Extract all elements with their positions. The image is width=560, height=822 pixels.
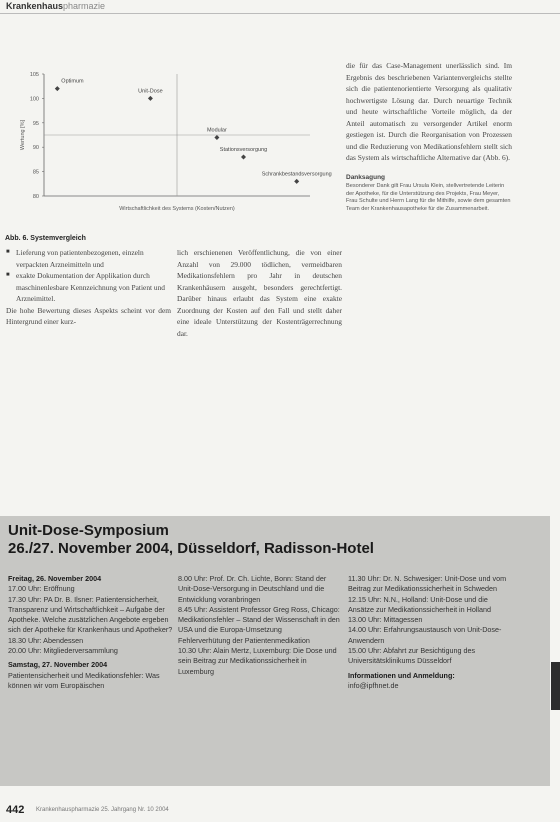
text-column-2 — [177, 247, 342, 339]
data-point — [148, 96, 153, 101]
program-entry: Samstag, 27. November 2004 — [8, 660, 108, 670]
bullet-item: ■ exakte Dokumentation der Applikation durch maschinenlesbare Kennzeichnung von Patient und Arzneimittel. — [16, 270, 171, 305]
program-entry: 17.00 Uhr: Eröffnung — [8, 584, 75, 594]
data-point — [55, 86, 60, 91]
paragraph: Die hohe Bewertung dieses Aspekts scheint vor dem Hintergrund einer kurz- — [6, 305, 171, 326]
bullet-item: ■ Lieferung von patientenbezogenen, einzeln verpackten Arzneimitteln und — [16, 247, 171, 270]
data-point-label: Modular — [206, 127, 227, 134]
footer-text: Krankenhauspharmazie 25. Jahrgang Nr. 10 2004 — [36, 807, 169, 813]
paragraph: die für das Case-Management unerlässlich sind. Im Ergebnis des beschriebenen Variantenvergleichs stellte sich die patientenorientierte Versorgung als qualitativ hochwertigste Lösung dar. Durch neuartige Technik und heute wirtschaftliche Vorteile möglich, da der Anteil automatisch zu versorgender Artikel enorm gestiegen ist. Durch die Reorganisation von Prozessen und die Reduzierung von Medikationsfehlern stellt sich das System als wirtschaftliche Alternative dar (Abb. 6). — [346, 61, 512, 162]
symposium-title: Unit-Dose-Symposium — [8, 522, 169, 539]
data-point — [241, 154, 246, 159]
program-entry: 8.00 Uhr: Prof. Dr. Ch. Lichte, Bonn: Stand der Unit-Dose-Versorgung in Deutschland und die Entwicklung voranbringen — [178, 574, 327, 604]
header-divider — [0, 13, 560, 14]
program-entry: 11.30 Uhr: Dr. N. Schwesiger: Unit-Dose und vom Beitrag zur Medikationssicherheit in Schweden — [348, 574, 507, 594]
program-entry: 10.30 Uhr: Alain Mertz, Luxemburg: Die Dose und sein Beitrag zur Medikationssicherheit in Luxemburg — [178, 646, 337, 676]
y-tick-label: 100 — [29, 96, 39, 103]
journal-subtitle: pharmazie — [63, 1, 106, 11]
program-entry: Freitag, 26. November 2004 — [8, 574, 102, 583]
program-entry: 17.30 Uhr: PA Dr. B. Ilsner: Patientensicherheit, Transparenz und Wirtschaftlichkeit – Aufgabe der Apotheke. Welche zusätzlichen Angebote ergeben sich der Apotheke für Krankenhaus und Apotheker? — [8, 594, 173, 635]
data-point-label: Schrankbestandsversorgung — [261, 171, 332, 178]
y-axis-label: Wertung [%] — [20, 119, 26, 151]
symposium-column-3 — [348, 574, 508, 691]
y-tick-label: 90 — [32, 145, 39, 152]
data-point-label: Optimum — [61, 78, 84, 85]
x-axis-label: Wirtschaftlichkeit des Systems (Kosten/Nutzen) — [119, 206, 235, 212]
y-tick-label: 85 — [32, 169, 39, 176]
program-entry: Informationen und Anmeldung: — [348, 670, 455, 680]
acknowledgement-text: Besonderer Dank gilt Frau Ursula Klein, stellvertretende Leiterin der Apotheke, für die Unterstützung des Projekts, Frau Meyer, Frau Schulte und Herrn Lang für die Mithilfe, sowie dem gesamten Team der Krankenhausapotheke für die Zusammenarbeit. — [346, 183, 511, 212]
text-column-1 — [6, 247, 171, 328]
program-entry: 12.15 Uhr: N.N., Holland: Unit-Dose und die Ansätze zur Medikationssicherheit in Holland — [348, 594, 492, 614]
page-edge-tab — [551, 662, 560, 710]
program-entry: 8.45 Uhr: Assistent Professor Greg Ross, Chicago: Medikationsfehler – Stand der Wissenschaft in den USA und die Europa-Umsetzung — [178, 604, 340, 635]
symposium-column-1 — [8, 574, 173, 691]
y-tick-label: 95 — [32, 120, 39, 127]
data-point-label: Unit-Dose — [138, 88, 163, 95]
symposium-column-2 — [178, 574, 343, 677]
figure-caption: Abb. 6. Systemvergleich — [5, 235, 86, 242]
data-point — [294, 179, 299, 184]
program-entry: Fehlerverhütung der Patientenmedikation — [178, 635, 310, 645]
program-entry: 15.00 Uhr: Abfahrt zur Besichtigung des Universitätsklinikums Düsseldorf — [348, 646, 476, 666]
symposium-date: 26./27. November 2004, Düsseldorf, Radisson-Hotel — [8, 540, 374, 557]
program-entry: 13.00 Uhr: Mittagessen — [348, 615, 423, 625]
journal-header — [6, 1, 105, 11]
system-comparison-chart — [10, 66, 336, 218]
acknowledgement-heading: Danksagung — [346, 173, 386, 181]
program-entry: 14.00 Uhr: Erfahrungsaustausch von Unit-Dose-Anwendern — [348, 625, 502, 645]
program-entry: 20.00 Uhr: Mitgliederversammlung — [8, 646, 118, 656]
program-entry[interactable]: info@ipfhnet.de — [348, 680, 399, 690]
page-number: 442 — [6, 804, 25, 816]
journal-title: Krankenhaus — [6, 1, 64, 11]
paragraph: lich erschienenen Veröffentlichung, die von einer Anzahl von 29.000 tödlichen, vermeidbaren Medikationsfehlern pro Jahr in deutschen Krankenhäusern ausgeht, besonders gerechtfertigt. Darüber hinaus erlaubt das System eine exakte Zuordnung der Kosten auf den Fall und stellt daher eine ideale Unterstützung der Kostenträgerrechnung dar. — [177, 248, 342, 338]
data-point — [214, 135, 219, 140]
data-point-label: Stationsversorgung — [219, 146, 268, 153]
bullet-list — [6, 247, 171, 305]
program-entry: Patientensicherheit und Medikationsfehler: Was können wir vom Europäischen — [8, 670, 160, 690]
text-column-3 — [346, 60, 512, 213]
y-tick-label: 105 — [29, 72, 39, 78]
program-entry: 18.30 Uhr: Abendessen — [8, 635, 84, 645]
y-tick-label: 80 — [32, 194, 39, 200]
